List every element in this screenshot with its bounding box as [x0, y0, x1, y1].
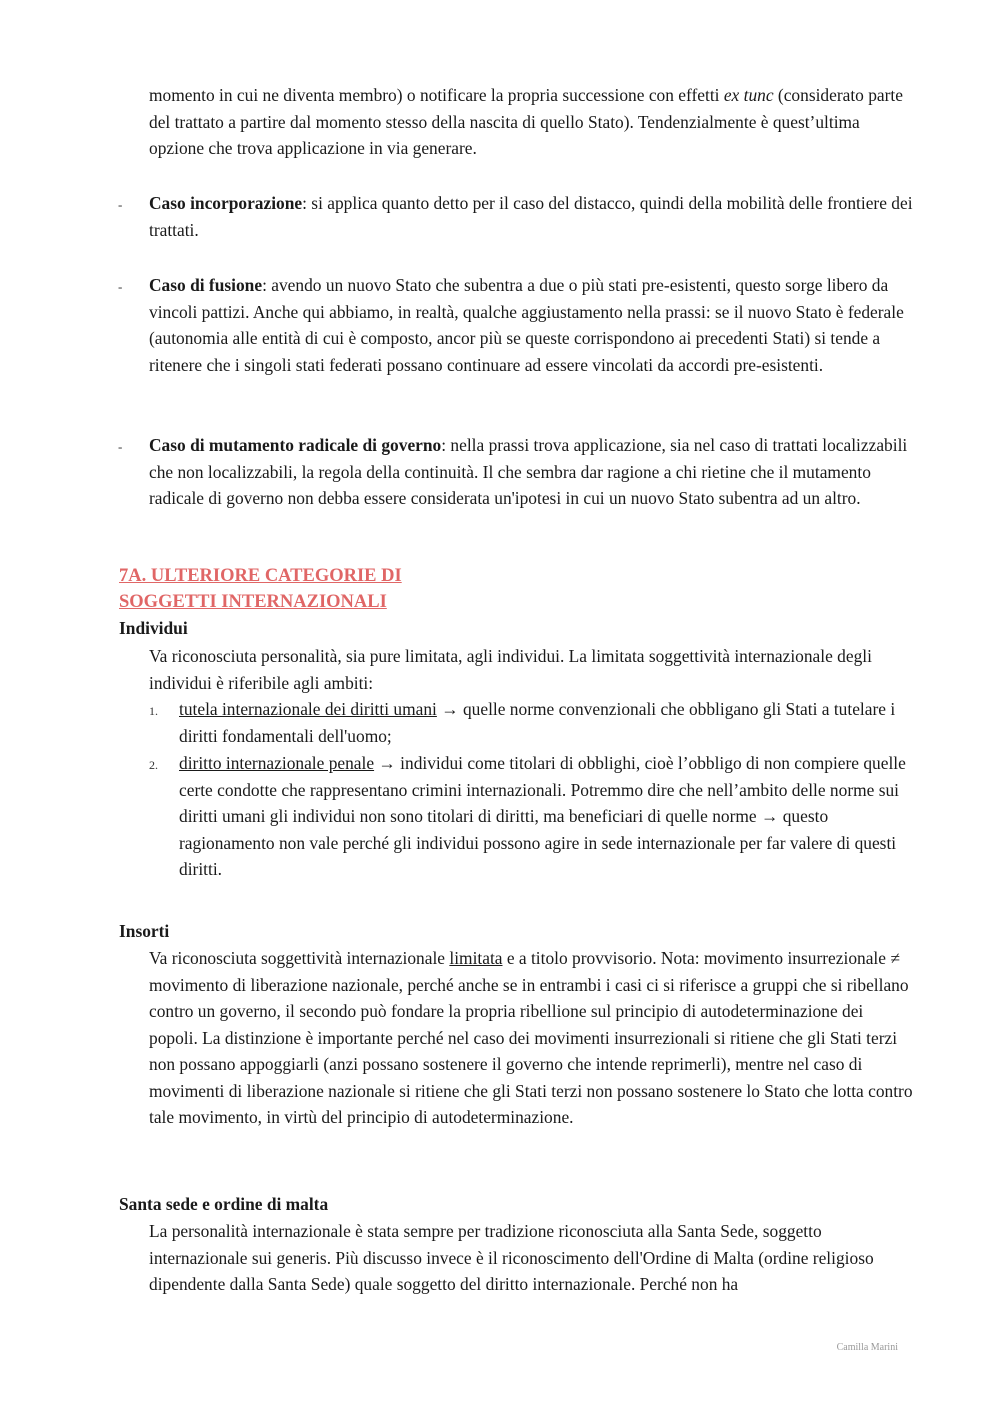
bullet-marker: - — [118, 279, 123, 294]
bullet-text: : si applica quanto detto per il caso del distacco, quindi della mobilità delle frontiere dei trattati. — [149, 193, 913, 240]
item-text: → individui come titolari di obblighi, cioè l’obbligo di non compiere quelle certe condotte che rappresentano crimini internazionali. Potremmo dire che nell’ambito delle norme sui diritti umani gli individui non sono titolari di diritti, ma beneficiari di quelle norme → questo ragionamento non vale perché gli individui possono agire in sede internazionale per far valere di questi diritti. — [179, 753, 906, 879]
bullet-incorporazione — [149, 190, 914, 243]
individui-intro: Va riconosciuta personalità, sia pure limitata, agli individui. La limitata soggettività internazionale degli individui è riferibile agli ambiti: — [149, 646, 872, 693]
bullet-text: : nella prassi trova applicazione, sia nel caso di trattati localizzabili che non localizzabili, la regola della continuità. Il che sembra dar ragione a chi rietine che il mutamento radicale di governo non debba essere considerata un'ipotesi in cui un nuovo Stato subentra ad un altro. — [149, 435, 908, 508]
individui-title: Individui — [119, 618, 188, 638]
santa-sede-title: Santa sede e ordine di malta — [119, 1194, 329, 1214]
insorti-text-a: Va riconosciuta soggettività internazionale — [149, 948, 450, 968]
individui-item-1 — [179, 696, 914, 749]
list-number: 1. — [149, 704, 158, 718]
footer-author: Camilla Marini — [836, 1342, 898, 1353]
insorti-paragraph — [149, 945, 914, 1131]
insorti-underlined: limitata — [449, 948, 503, 968]
section-heading-line1: 7A. ULTERIORE CATEGORIE DI — [119, 566, 402, 586]
item-term: diritto internazionale penale — [179, 753, 375, 773]
insorti-text-b: e a titolo provvisorio. Nota: movimento insurrezionale ≠ movimento di liberazione nazionale, perché anche se in entrambi i casi ci si riferisce a gruppi che si ribellano contro un governo, il secondo può fondare la propria ribellione sul principio di autodeterminazione dei popoli. La distinzione è importante perché nel caso dei movimenti insurrezionali si ritiene che gli Stati terzi non possano appoggiarli (anzi possano sostenere il governo che intende reprimerli), mentre nel caso di movimenti di liberazione nazionale si ritiene che gli Stati terzi non possano sostenere lo Stato che lotta contro tale movimento, in virtù del principio di autodeterminazione. — [149, 948, 913, 1127]
bullet-term: Caso di fusione — [149, 275, 263, 295]
bullet-marker: - — [118, 439, 123, 454]
insorti-title: Insorti — [119, 921, 170, 941]
section-heading-line2: SOGGETTI INTERNAZIONALI — [119, 592, 387, 612]
item-text: → quelle norme convenzionali che obbligano gli Stati a tutelare i diritti fondamentali dell'uomo; — [179, 699, 896, 746]
bullet-mutamento — [149, 432, 914, 512]
bullet-text: : avendo un nuovo Stato che subentra a due o più stati pre-esistenti, questo sorge libero da vincoli pattizi. Anche qui abbiamo, in realtà, qualche aggiustamento nella prassi: se il nuovo Stato è federale (autonomia alle entità di cui è composto, ancor più se queste corrispondono ai precedenti Stati) si tende a ritenere che i singoli stati federati possano continuare ad essere vincolati da accordi pre-esistenti. — [149, 275, 904, 375]
bullet-marker: - — [118, 197, 123, 212]
bullet-term: Caso incorporazione — [149, 193, 303, 213]
bullet-fusione — [149, 272, 914, 378]
intro-text-a: momento in cui ne diventa membro) o notificare la propria successione con effetti — [149, 85, 724, 105]
bullet-term: Caso di mutamento radicale di governo — [149, 435, 442, 455]
intro-text-rest: (considerato parte del trattato a partire dal momento stesso della nascita di quello Stato). Tendenzialmente è quest’ultima opzione che trova applicazione in via generare. — [149, 85, 903, 158]
intro-italic: ex tunc — [723, 85, 774, 105]
individui-item-2 — [179, 750, 914, 883]
santa-sede-paragraph: La personalità internazionale è stata sempre per tradizione riconosciuta alla Santa Sede, soggetto internazionale sui generis. Più discusso invece è il riconoscimento dell'Ordine di Malta (ordine religioso dipendente dalla Santa Sede) quale soggetto del diritto internazionale. Perché non ha — [149, 1221, 874, 1294]
intro-paragraph — [149, 82, 914, 162]
item-term: tutela internazionale dei diritti umani — [179, 699, 437, 719]
list-number: 2. — [149, 758, 158, 772]
